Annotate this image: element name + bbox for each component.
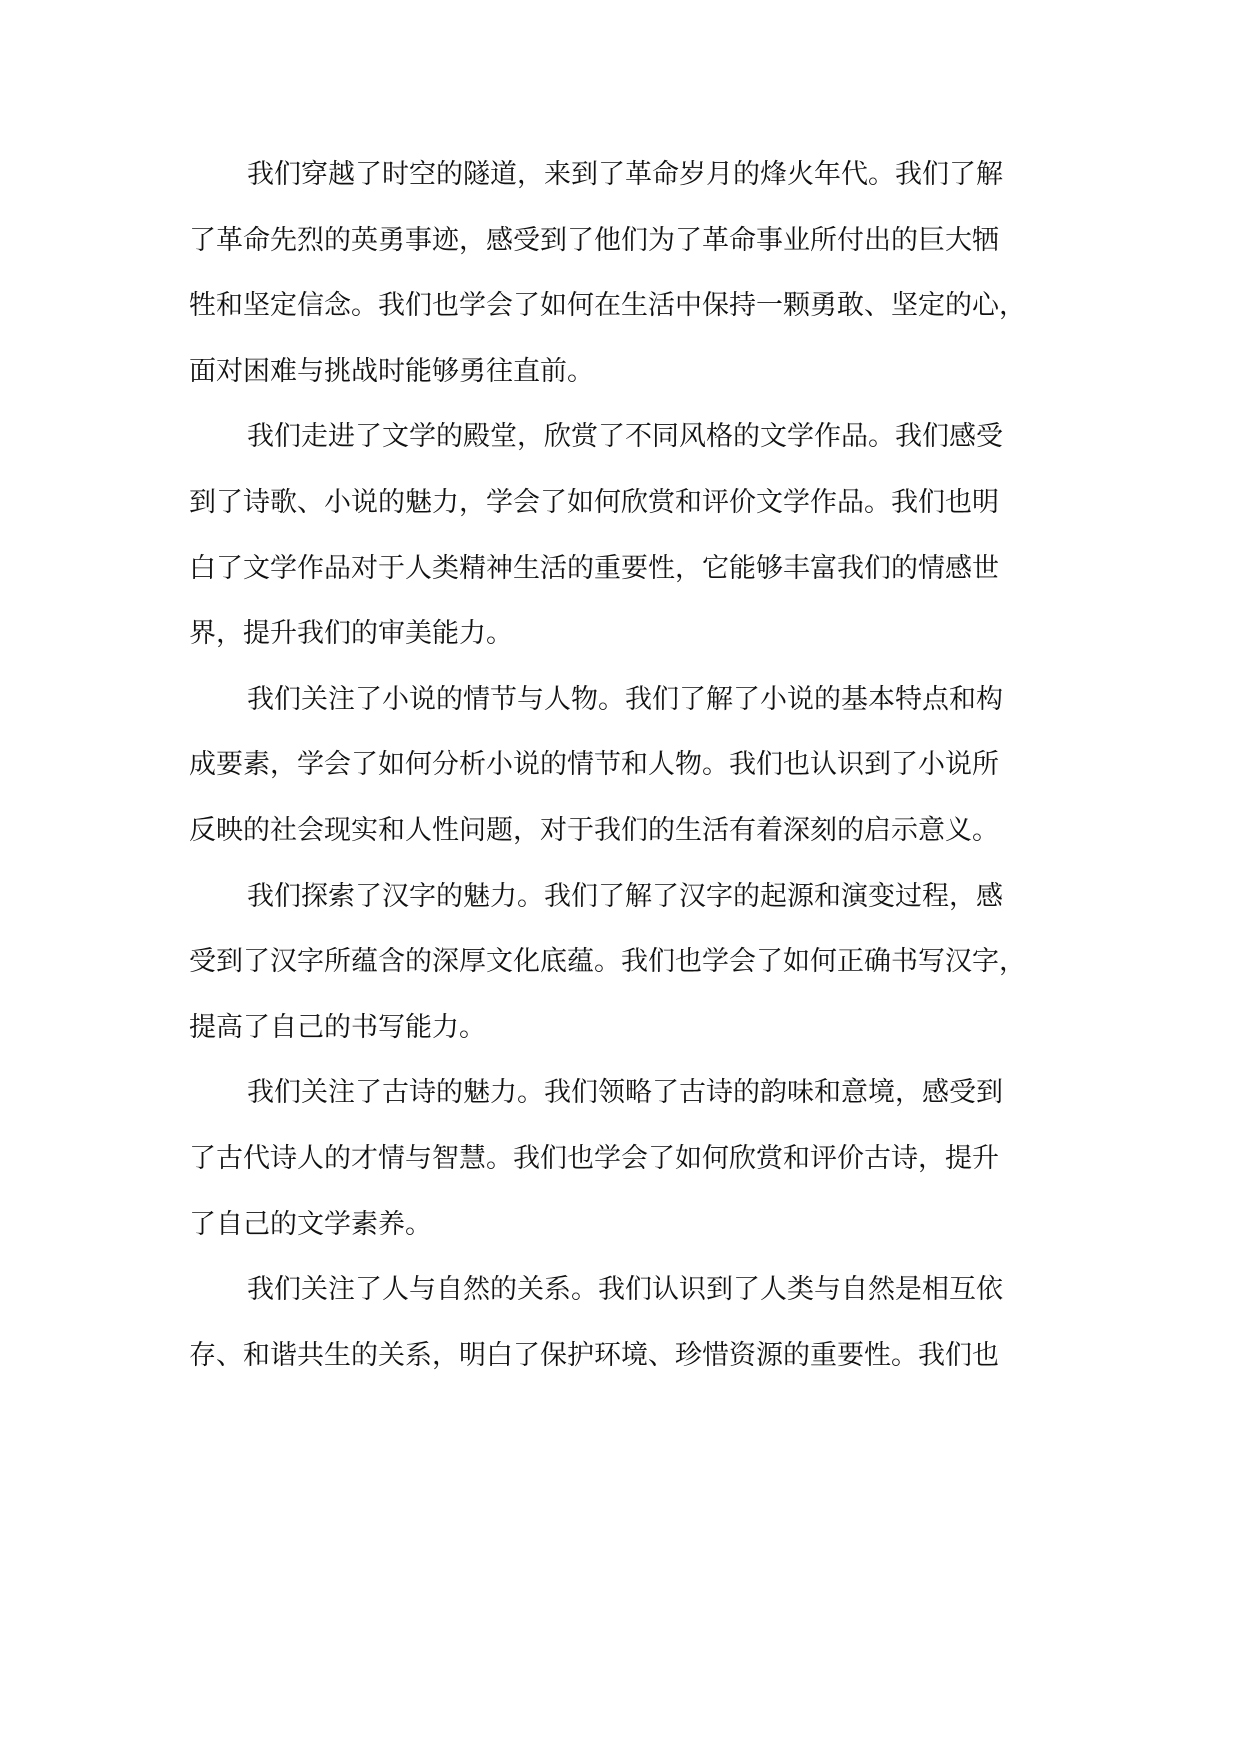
paragraph-1-line-3: 牲和坚定信念。我们也学会了如何在生活中保持一颗勇敢、坚定的心， (189, 290, 1026, 322)
paragraph-6-line-1: 我们关注了人与自然的关系。我们认识到了人类与自然是相互依 (247, 1274, 1003, 1306)
paragraph-1-line-1: 我们穿越了时空的隧道，来到了革命岁月的烽火年代。我们了解 (247, 159, 1003, 190)
paragraph-3-line-3: 反映的社会现实和人性问题，对于我们的生活有着深刻的启示意义。 (189, 814, 999, 846)
paragraph-5-line-3: 了自己的文学素养。 (189, 1208, 432, 1240)
paragraph-5-line-2: 了古代诗人的才情与智慧。我们也学会了如何欣赏和评价古诗，提升 (189, 1142, 999, 1174)
paragraph-1-line-4: 面对困难与挑战时能够勇往直前。 (189, 355, 594, 387)
paragraph-5-line-1: 我们关注了古诗的魅力。我们领略了古诗的韵味和意境，感受到 (247, 1077, 1003, 1109)
paragraph-2-line-2: 到了诗歌、小说的魅力，学会了如何欣赏和评价文学作品。我们也明 (189, 486, 999, 518)
paragraph-4-line-1: 我们探索了汉字的魅力。我们了解了汉字的起源和演变过程，感 (247, 880, 1003, 912)
paragraph-1-line-2: 了革命先烈的英勇事迹，感受到了他们为了革命事业所付出的巨大牺 (189, 224, 999, 256)
paragraph-6-line-2: 存、和谐共生的关系，明白了保护环境、珍惜资源的重要性。我们也 (189, 1339, 999, 1371)
paragraph-3-line-1: 我们关注了小说的情节与人物。我们了解了小说的基本特点和构 (247, 683, 1003, 715)
paragraph-2-line-1: 我们走进了文学的殿堂，欣赏了不同风格的文学作品。我们感受 (247, 421, 1003, 453)
paragraph-2-line-4: 界，提升我们的审美能力。 (189, 618, 513, 650)
document-body (189, 142, 1049, 1388)
paragraph-2-line-3: 白了文学作品对于人类精神生活的重要性，它能够丰富我们的情感世 (189, 552, 999, 584)
paragraph-4-line-2: 受到了汉字所蕴含的深厚文化底蕴。我们也学会了如何正确书写汉字， (189, 946, 1026, 978)
paragraph-3-line-2: 成要素，学会了如何分析小说的情节和人物。我们也认识到了小说所 (189, 749, 999, 781)
paragraph-4-line-3: 提高了自己的书写能力。 (189, 1011, 486, 1043)
